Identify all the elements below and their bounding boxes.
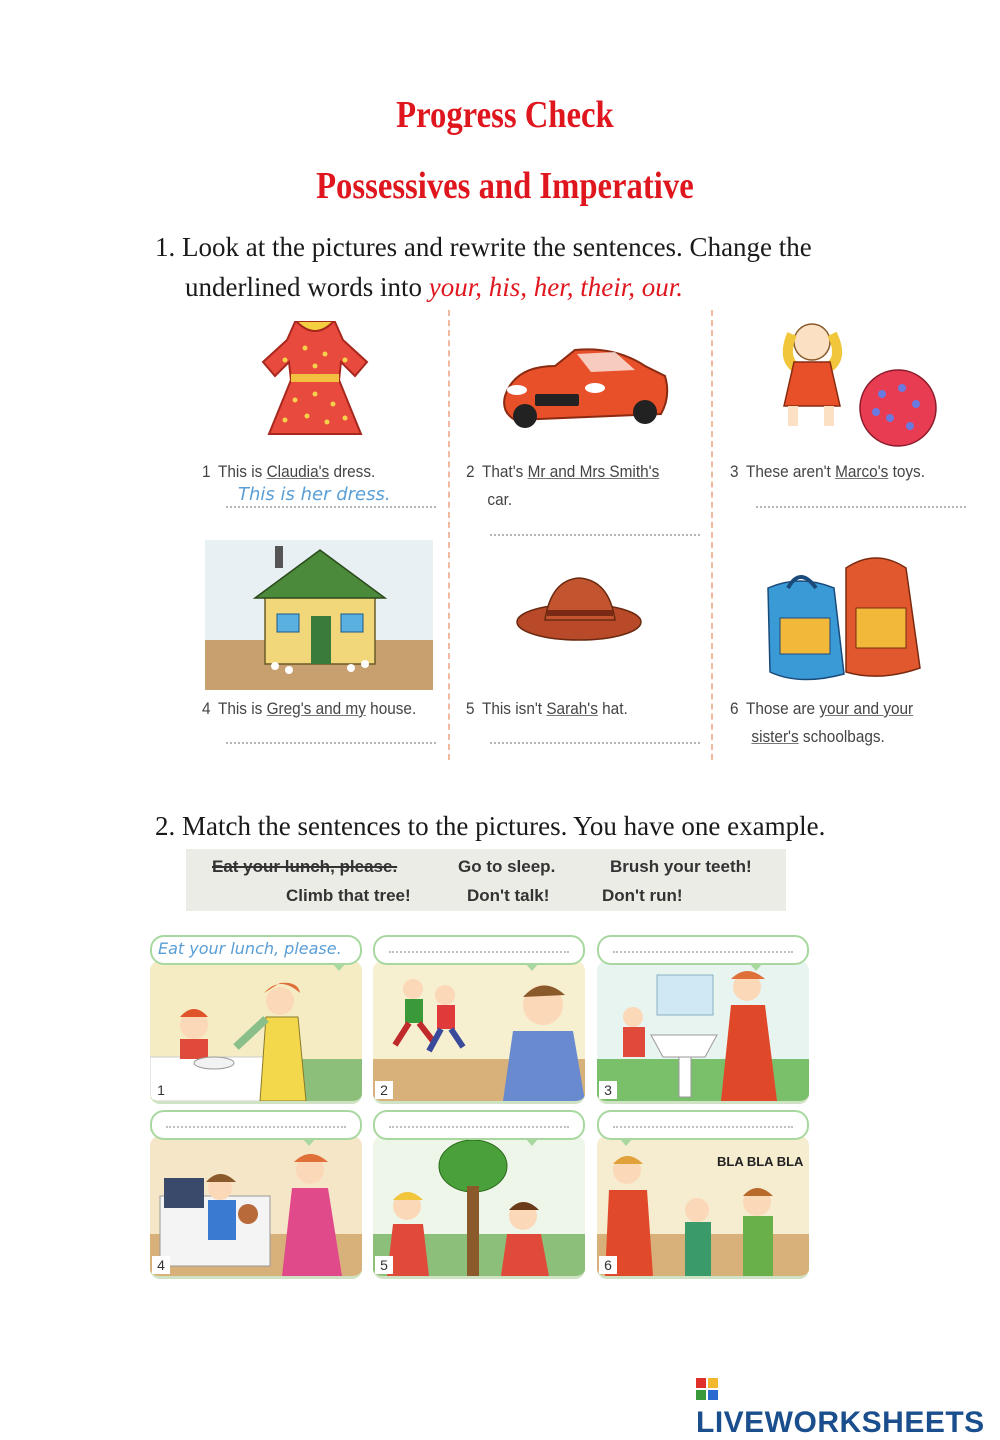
scene-5-picture (373, 1136, 585, 1279)
liveworksheets-logo: LIVEWORKSHEETS (696, 1372, 1000, 1440)
word-bank (186, 849, 786, 911)
scene-3-number: 3 (599, 1081, 617, 1099)
scene-1-speech-bubble[interactable] (150, 935, 362, 965)
word-brush-teeth: Brush your teeth! (610, 857, 752, 876)
dress-picture (255, 310, 375, 440)
scene-4-picture (150, 1136, 362, 1279)
item-4-sentence: 4 This is Greg's and my house. (202, 700, 417, 718)
scene-6-speech-bubble[interactable] (597, 1110, 809, 1140)
item-1-answer-line[interactable] (226, 506, 436, 508)
grid-divider (711, 310, 713, 760)
bedtime-illustration (150, 1136, 362, 1276)
scene-6-speech: BLA BLA BLA (717, 1154, 804, 1169)
hat-picture (515, 570, 645, 650)
scene-4-speech-bubble[interactable] (150, 1110, 362, 1140)
item-5-answer-line[interactable] (490, 742, 700, 744)
item-3-answer-line[interactable] (756, 506, 966, 508)
scene-2-speech-bubble[interactable] (373, 935, 585, 965)
scene-6-number: 6 (599, 1256, 617, 1274)
scene-1-picture (150, 961, 362, 1104)
word-dont-talk: Don't talk! (467, 886, 550, 905)
word-eat-lunch: Eat your lunch, please. (212, 857, 398, 876)
house-picture (205, 540, 433, 690)
item-1-sentence: 1 This is Claudia's dress. (202, 463, 376, 481)
scene-5-number: 5 (375, 1256, 393, 1274)
item-6-sentence: 6 Those are your and your sister's schoolbags. (730, 700, 914, 746)
scene-6-picture (597, 1136, 809, 1279)
scene-1-answer: Eat your lunch, please. (158, 939, 342, 958)
scene-2 (373, 935, 591, 1101)
schoolbags-picture (760, 548, 935, 688)
scene-4-number: 4 (152, 1256, 170, 1274)
item-5-sentence: 5 This isn't Sarah's hat. (466, 700, 628, 718)
scene-3 (597, 935, 815, 1101)
exercise-1-instruction: 1. Look at the pictures and rewrite the sentences. Change the underlined words into your, his, her, their, our. (155, 232, 812, 302)
talking-illustration (597, 1136, 809, 1276)
bathroom-illustration (597, 961, 809, 1101)
exercise-2-instruction: 2. Match the sentences to the pictures. You have one example. (155, 811, 826, 841)
scene-6 (597, 1110, 815, 1276)
page-subtitle: Possessives and Imperative (316, 165, 694, 207)
lunch-illustration (150, 961, 362, 1101)
scene-3-speech-bubble[interactable] (597, 935, 809, 965)
scene-2-picture (373, 961, 585, 1104)
scene-4 (150, 1110, 368, 1276)
item-4-answer-line[interactable] (226, 742, 436, 744)
grid-divider (448, 310, 450, 760)
scene-5 (373, 1110, 591, 1276)
word-dont-run: Don't run! (602, 886, 683, 905)
page-title: Progress Check (396, 94, 614, 136)
word-climb-tree: Climb that tree! (286, 886, 411, 905)
scene-1 (150, 935, 368, 1101)
word-go-to-sleep: Go to sleep. (458, 857, 556, 876)
tree-illustration (373, 1136, 585, 1276)
item-1-answer: This is her dress. (238, 484, 391, 505)
car-picture (495, 336, 675, 436)
scene-5-speech-bubble[interactable] (373, 1110, 585, 1140)
scene-3-picture (597, 961, 809, 1104)
item-2-sentence: 2 That's Mr and Mrs Smith's car. (466, 463, 660, 509)
toys-picture (752, 318, 942, 448)
running-illustration (373, 961, 585, 1101)
scene-1-number: 1 (152, 1081, 170, 1099)
scene-2-number: 2 (375, 1081, 393, 1099)
item-2-answer-line[interactable] (490, 534, 700, 536)
item-3-sentence: 3 These aren't Marco's toys. (730, 463, 925, 481)
logo-icon (696, 1374, 718, 1396)
